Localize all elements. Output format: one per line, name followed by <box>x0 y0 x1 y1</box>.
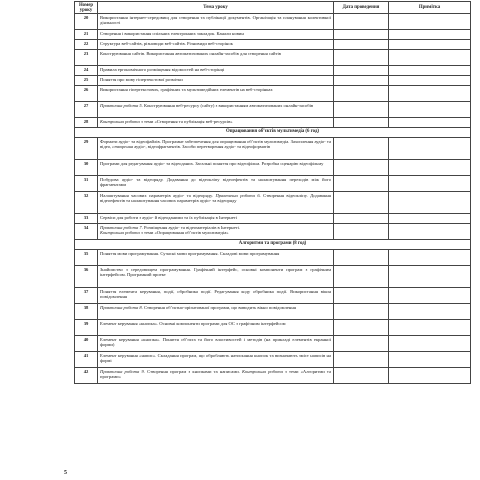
lesson-topic <box>98 118 334 128</box>
lesson-number: 22 <box>75 40 98 50</box>
lesson-date-cell[interactable] <box>334 118 389 128</box>
topic-text: з теми «Створення та публікація веб-ресурсів» <box>139 118 233 124</box>
lesson-number: 42 <box>75 368 98 384</box>
lesson-note-cell[interactable] <box>389 320 471 336</box>
lesson-topic <box>98 86 334 102</box>
lesson-note-cell[interactable] <box>389 40 471 50</box>
lesson-note-cell[interactable] <box>389 336 471 352</box>
table-row <box>75 176 471 192</box>
table-row <box>75 214 471 224</box>
lesson-date-cell[interactable] <box>334 160 389 176</box>
page-number: 5 <box>64 470 67 476</box>
lesson-date-cell[interactable] <box>334 14 389 30</box>
table-row <box>75 30 471 40</box>
section-row <box>75 240 471 250</box>
lesson-number: 29 <box>75 138 98 160</box>
lesson-topic <box>98 192 334 214</box>
lesson-note-cell[interactable] <box>389 66 471 76</box>
topic-text: Створення і використання спільних електронних закладок. Канали новин <box>100 30 244 36</box>
topic-italic-text: Практична робота 7. <box>100 224 143 230</box>
lesson-topic <box>98 266 334 288</box>
lesson-date-cell[interactable] <box>334 176 389 192</box>
table-row <box>75 138 471 160</box>
lesson-topic <box>98 160 334 176</box>
header-note: Примітка <box>389 2 471 14</box>
lesson-note-cell[interactable] <box>389 102 471 118</box>
lesson-note-cell[interactable] <box>389 368 471 384</box>
lesson-topic <box>98 30 334 40</box>
topic-italic-text: створення <box>112 144 134 150</box>
lesson-number: 31 <box>75 176 98 192</box>
table-row <box>75 368 471 384</box>
table-row <box>75 336 471 352</box>
lesson-number: 27 <box>75 102 98 118</box>
lesson-note-cell[interactable] <box>389 250 471 266</box>
lesson-topic <box>98 176 334 192</box>
lesson-topic <box>98 102 334 118</box>
topic-italic-text: Контрольна робота <box>242 368 283 374</box>
table-row <box>75 40 471 50</box>
table-row <box>75 304 471 320</box>
lesson-date-cell[interactable] <box>334 266 389 288</box>
section-title: Опрацювання об’єктів мультимедіа (6 год) <box>75 128 471 138</box>
section-title: Алгоритми та програми (8 год) <box>75 240 471 250</box>
topic-text: Використання гіпертекстових, графічних та мультимедійних елементів на веб-сторінках <box>100 86 273 92</box>
lesson-note-cell[interactable] <box>389 192 471 214</box>
topic-italic-text: Контрольна робота <box>100 230 140 236</box>
lesson-date-cell[interactable] <box>334 320 389 336</box>
topic-text: Поняття елемента керування, події, обробника події. Редагування коду обробника події. Використання вікон повідомлення <box>100 288 331 300</box>
lesson-number: 32 <box>75 192 98 214</box>
lesson-date-cell[interactable] <box>334 102 389 118</box>
lesson-number: 33 <box>75 214 98 224</box>
lesson-topic <box>98 76 334 86</box>
table-row <box>75 14 471 30</box>
table-row <box>75 250 471 266</box>
topic-text: Конструювання веб-ресурсу (сайту) з використанням автоматизованих онлайн-засобів <box>142 102 314 108</box>
lesson-number: 38 <box>75 304 98 320</box>
lesson-date-cell[interactable] <box>334 288 389 304</box>
lesson-number: 39 <box>75 320 98 336</box>
table-row <box>75 352 471 368</box>
lesson-date-cell[interactable] <box>334 336 389 352</box>
table-row <box>75 160 471 176</box>
lesson-topic <box>98 336 334 352</box>
table-header-row <box>75 2 471 14</box>
lesson-date-cell[interactable] <box>334 30 389 40</box>
topic-italic-text: Контрольна робота <box>100 118 140 124</box>
lesson-note-cell[interactable] <box>389 304 471 320</box>
table-row <box>75 66 471 76</box>
lesson-date-cell[interactable] <box>334 138 389 160</box>
lesson-date-cell[interactable] <box>334 40 389 50</box>
topic-text: Правила ергономічного розміщення відомостей на веб-сторінці <box>100 66 225 72</box>
lesson-number: 34 <box>75 224 98 240</box>
topic-text: Знайомство з середовищем програмування. Графічний інтерфейс, основні компоненти програм з графічним інтерфейсом. Програмний проект <box>100 266 331 278</box>
lesson-topic <box>98 50 334 66</box>
lesson-topic <box>98 288 334 304</box>
topic-text: Формати аудіо- та відеофайлів. Програмне забезпечення для опрацювання об’єктів мультимедіа. Захоплення аудіо- та відео, <box>100 138 331 150</box>
lesson-topic <box>98 352 334 368</box>
topic-text: Програми для редагування аудіо- та відеоданих. Загальні поняття про відеофільм. Розробка сценарію відеофільму <box>100 160 324 166</box>
topic-italic-text: Практична робота 9. <box>100 368 145 374</box>
lesson-note-cell[interactable] <box>389 288 471 304</box>
topic-text: Налаштування часових параметрів аудіо- та відеоряду. <box>100 192 216 198</box>
lesson-date-cell[interactable] <box>334 368 389 384</box>
lesson-plan-page <box>74 1 470 384</box>
lesson-date-cell[interactable] <box>334 250 389 266</box>
lesson-note-cell[interactable] <box>389 352 471 368</box>
lesson-note-cell[interactable] <box>389 138 471 160</box>
table-row <box>75 76 471 86</box>
lesson-number: 25 <box>75 76 98 86</box>
lesson-date-cell[interactable] <box>334 304 389 320</box>
lesson-date-cell[interactable] <box>334 224 389 240</box>
topic-italic-text: Практична робота 5. <box>100 102 143 108</box>
lesson-topic <box>98 224 334 240</box>
table-row <box>75 224 471 240</box>
lesson-number: 24 <box>75 66 98 76</box>
lesson-note-cell[interactable] <box>389 266 471 288</box>
lesson-note-cell[interactable] <box>389 214 471 224</box>
lesson-topic <box>98 320 334 336</box>
topic-text: Поняття про мову гіпертекстової розмітки <box>100 76 183 82</box>
lesson-number: 41 <box>75 352 98 368</box>
lesson-number: 26 <box>75 86 98 102</box>
lesson-topic <box>98 250 334 266</box>
lesson-date-cell[interactable] <box>334 86 389 102</box>
header-lesson-topic: Тема уроку <box>98 2 334 14</box>
topic-text: Поняття мови програмування. Сучасні мови програмування. Складові мови програмування <box>100 250 280 256</box>
lesson-topic <box>98 138 334 160</box>
lesson-topic <box>98 66 334 76</box>
topic-text: Елемент керування «напис». Складання програм, що обробляють натискання кнопок та визначають зміст написів на формі <box>100 352 331 364</box>
topic-text: з теми «Опрацювання об’єктів мультимедіа» <box>139 230 229 236</box>
lesson-number: 35 <box>75 250 98 266</box>
lesson-date-cell[interactable] <box>334 50 389 66</box>
lesson-number: 23 <box>75 50 98 66</box>
lesson-note-cell[interactable] <box>389 14 471 30</box>
table-row <box>75 320 471 336</box>
lesson-number: 36 <box>75 266 98 288</box>
table-row <box>75 266 471 288</box>
table-row <box>75 86 471 102</box>
topic-text: Розміщення аудіо- та відеоматеріалів в Інтернеті. <box>144 224 241 230</box>
table-row <box>75 192 471 214</box>
lesson-topic <box>98 368 334 384</box>
lesson-number: 21 <box>75 30 98 40</box>
lesson-note-cell[interactable] <box>389 176 471 192</box>
lesson-note-cell[interactable] <box>389 118 471 128</box>
topic-text: Конструювання сайтів. Використання автоматизованих онлайн-засобів для створення сайтів <box>100 50 281 56</box>
topic-text: Створення об’єктно-орієнтованої програми, що виводить вікно повідомлення <box>142 304 296 310</box>
topic-text: Сервіси для роботи з аудіо- й відеоданими та їх публікація в Інтернеті <box>100 214 238 220</box>
table-body <box>75 14 471 384</box>
table-row <box>75 102 471 118</box>
topic-text: Елемент керування «кнопка». Поняття об’єкта та його властивостей і методів (на прикладі елементів екранної форми) <box>100 336 331 348</box>
lesson-number: 20 <box>75 14 98 30</box>
header-date: Дата проведення <box>334 2 389 14</box>
lesson-date-cell[interactable] <box>334 192 389 214</box>
lesson-note-cell[interactable] <box>389 224 471 240</box>
lesson-plan-table <box>74 1 471 384</box>
lesson-note-cell[interactable] <box>389 76 471 86</box>
topic-text: Структура веб-сайтів, різновиди веб-сайтів. Різновиди веб-сторінок <box>100 40 233 46</box>
lesson-number: 28 <box>75 118 98 128</box>
lesson-date-cell[interactable] <box>334 66 389 76</box>
lesson-note-cell[interactable] <box>389 86 471 102</box>
header-lesson-number: Номер уроку <box>75 2 98 14</box>
lesson-number: 37 <box>75 288 98 304</box>
lesson-date-cell[interactable] <box>334 76 389 86</box>
lesson-date-cell[interactable] <box>334 352 389 368</box>
lesson-note-cell[interactable] <box>389 160 471 176</box>
topic-italic-text: Практична робота 6. <box>215 192 261 198</box>
lesson-topic <box>98 304 334 320</box>
lesson-number: 40 <box>75 336 98 352</box>
lesson-topic <box>98 214 334 224</box>
lesson-topic <box>98 40 334 50</box>
lesson-topic <box>98 14 334 30</box>
topic-text: Створення програм з кнопками та написами. <box>144 368 243 374</box>
topic-text: Побудова аудіо- та відеоряду. Додавання до відеокліпу відеоефектів та налаштування переходів між його фрагментами <box>100 176 331 188</box>
topic-text: Використання інтернет-середовищ для створення та публікації документів. Організація та планування колективної діяльності <box>100 14 331 26</box>
topic-text: Створення відеокліпу. Додавання відеоефектів та налаштування часових параметрів аудіо- та відеоряду <box>100 192 331 204</box>
table-row <box>75 288 471 304</box>
section-row <box>75 128 471 138</box>
topic-text: з теми «Алгоритми та програми» <box>100 368 331 380</box>
table-row <box>75 50 471 66</box>
lesson-note-cell[interactable] <box>389 50 471 66</box>
lesson-note-cell[interactable] <box>389 30 471 40</box>
lesson-number: 30 <box>75 160 98 176</box>
table-row <box>75 118 471 128</box>
topic-italic-text: Практична робота 8. <box>100 304 143 310</box>
topic-text: Елемент керування «кнопка». Основні компоненти програми для ОС з графічним інтерфейсом <box>100 320 286 326</box>
topic-text: аудіо-, відеофрагментів. Засоби перетворення аудіо- та відеоформатів <box>133 144 271 150</box>
lesson-date-cell[interactable] <box>334 214 389 224</box>
